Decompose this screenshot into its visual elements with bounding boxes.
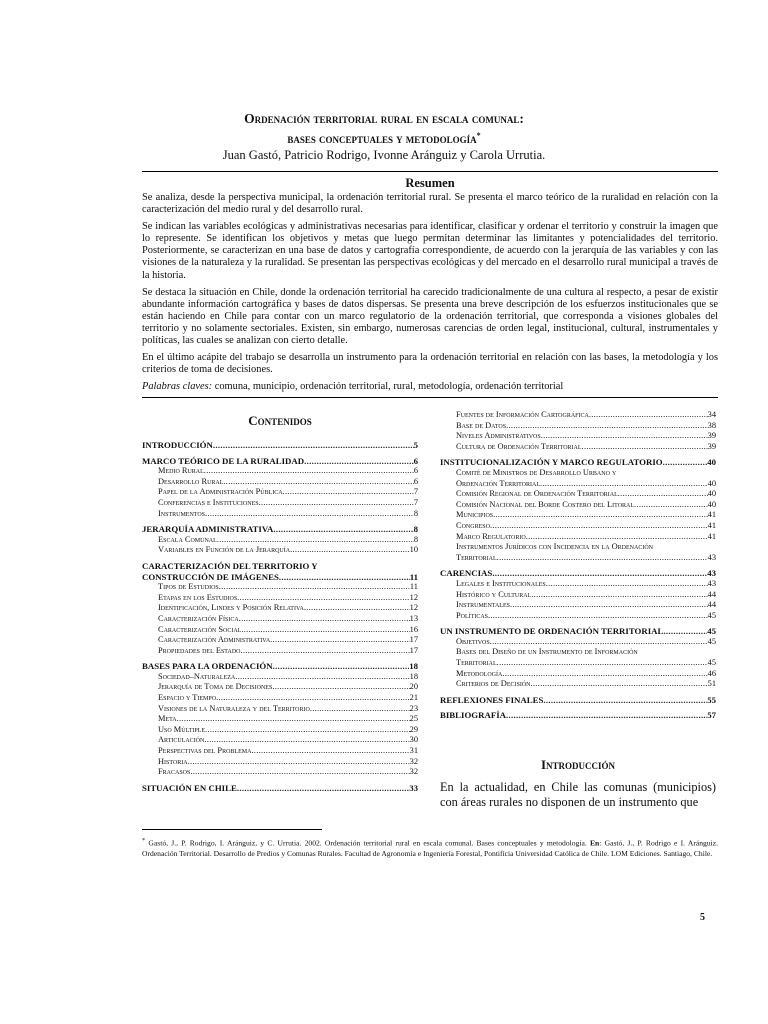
toc-entry-label: CARENCIAS	[440, 568, 493, 579]
toc-entry-label: Territorial	[456, 552, 497, 562]
toc-page-number: 46	[707, 668, 716, 678]
toc-entry	[440, 695, 716, 706]
toc-page-number: 34	[707, 410, 716, 419]
toc-page-number: 41	[707, 531, 716, 541]
toc-entry	[440, 568, 716, 579]
toc-page-number: 38	[707, 420, 716, 430]
toc-entry	[440, 669, 716, 680]
toc-entry-label: Legales e Institucionales	[456, 578, 546, 588]
toc-leader	[216, 693, 410, 704]
toc-right-column	[440, 410, 716, 721]
toc-leader	[270, 635, 409, 646]
toc-page-number: 29	[409, 724, 418, 734]
toc-entry	[142, 783, 418, 794]
toc-leader	[190, 767, 409, 778]
toc-entry	[440, 579, 716, 590]
toc-entry-label: Instrumentales	[456, 600, 510, 610]
toc-entry-label: Caracterización Física	[158, 613, 239, 623]
abstract	[142, 192, 718, 403]
toc-entry	[142, 535, 418, 546]
toc-page-number: 44	[707, 589, 716, 599]
toc-entry-label: Base de Datos	[456, 420, 507, 430]
toc-page-number: 45	[707, 636, 716, 646]
footnote-en-label: En	[589, 838, 600, 848]
toc-entry	[440, 600, 716, 611]
toc-entry-label: Territorial	[456, 658, 497, 668]
toc-entry-label: Histórico y Cultural	[456, 589, 532, 599]
toc-entry-label: Desarrollo Rural	[158, 476, 224, 486]
toc-entry	[142, 682, 418, 693]
toc-leader	[304, 603, 410, 614]
toc-entry-label: Comisión Nacional del Borde Costero del Litoral	[456, 499, 635, 509]
toc-entry	[142, 524, 418, 535]
toc-entry	[142, 767, 418, 778]
toc-page-number: 45	[707, 626, 716, 637]
toc-entry-label: Medio Rural	[158, 466, 204, 476]
toc-entry-label: Políticas	[456, 610, 488, 620]
toc-entry-label: Sociedad–Naturaleza	[158, 671, 236, 681]
toc-page-number: 40	[707, 489, 716, 499]
toc-leader	[217, 535, 414, 546]
toc-entry	[440, 479, 716, 490]
toc-entry	[440, 431, 716, 442]
toc-entry-label: BASES PARA LA ORDENACIÓN	[142, 661, 273, 672]
toc-page-number: 57	[707, 710, 716, 721]
abstract-paragraph: En el último acápite del trabajo se desarrolla un instrumento para la ordenación territorial en relación con las bases, la metodología y los criterios de toma de decisiones.	[142, 352, 718, 376]
toc-entry	[440, 442, 716, 453]
toc-page-number: 10	[409, 545, 418, 555]
toc-leader	[506, 421, 708, 432]
toc-entry-label: Historia	[158, 756, 188, 766]
toc-entry	[440, 637, 716, 648]
toc-entry-label: BIBLIOGRAFÍA	[440, 710, 506, 721]
toc-entry-label: INTRODUCCIÓN	[142, 440, 213, 450]
toc-leader	[290, 545, 410, 556]
toc-entry-label: SITUACIÓN EN CHILE	[142, 782, 237, 793]
toc-entry-label: REFLEXIONES FINALES	[440, 694, 544, 705]
toc-leader	[663, 457, 708, 468]
toc-entry	[142, 757, 418, 768]
title-line-2-text: bases conceptuales y metodología	[287, 132, 477, 147]
toc-entry-label: Escala Comunal	[158, 534, 217, 544]
toc-page-number: 43	[707, 552, 716, 562]
toc-entry-label: Municipios	[456, 510, 494, 520]
toc-page-number: 55	[707, 694, 716, 705]
footnote-text-before: Gastó, J., P. Rodrigo, I. Aránguiz, y C. Urrutia. 2002. Ordenación territorial rural en escala comunal. Bases conceptuales y metodología.	[148, 838, 587, 848]
introduccion-text: En la actualidad, en Chile las comunas (municipios) con áreas rurales no disponen de un instrumento que	[440, 780, 716, 809]
toc-entry	[142, 466, 418, 477]
toc-entry-label: Caracterización Social	[158, 624, 242, 634]
toc-entry	[142, 498, 418, 509]
toc-entry	[440, 611, 716, 622]
toc-page-number: 11	[409, 571, 418, 582]
toc-entry-label: Articulación	[158, 735, 205, 745]
toc-entry	[142, 704, 418, 715]
toc-page-number: 11	[409, 582, 418, 592]
toc-page-number: 13	[409, 613, 418, 623]
toc-leader	[177, 714, 410, 725]
toc-entry-label: Metodología	[456, 668, 503, 678]
toc-page-number: 23	[409, 703, 418, 713]
toc-leader	[506, 710, 707, 721]
toc-page-number: 43	[707, 578, 716, 588]
toc-page-number: 51	[707, 679, 716, 689]
toc-entry	[440, 457, 716, 468]
title-line-1: Ordenación territorial rural en escala comunal:	[244, 111, 524, 126]
toc-page-number: 31	[409, 746, 418, 756]
toc-entry	[142, 693, 418, 704]
abstract-paragraph: Se analiza, desde la perspectiva municipal, la ordenación territorial rural. Se presenta el marco teórico de la ruralidad en relación con la caracterización del medio rural y del desarrollo rural.	[142, 192, 718, 216]
toc-leader	[223, 477, 413, 488]
toc-page-number: 7	[413, 497, 418, 507]
toc-leader	[663, 626, 707, 637]
toc-leader	[488, 611, 708, 622]
toc-page-number: 21	[409, 693, 418, 703]
toc-entry-label: Visiones de la Naturaleza y del Territorio	[158, 703, 310, 713]
toc-leader	[502, 669, 707, 680]
toc-leader	[543, 695, 707, 706]
toc-leader	[541, 431, 708, 442]
toc-leader	[490, 521, 708, 532]
toc-entry-label: Uso Múltiple	[158, 724, 206, 734]
resumen-heading: Resumen	[142, 171, 718, 191]
toc-entry-label: CARACTERIZACIÓN DEL TERRITORIO Y	[142, 560, 318, 571]
contents-heading: Contenidos	[248, 413, 312, 428]
title-footnote-mark: *	[476, 131, 481, 140]
footnote-text-after: : Gastó, J., P. Rodrigo e I. Aránguiz. Ordenación Territorial. Desarrollo de Predios y Comunas Rurales. Facultad de Agronomía e Ingeniería Forestal, Pontificia Universidad Católica de Chile. LOM Ediciones. Santiago, Chile.	[142, 838, 718, 858]
toc-entry	[142, 582, 418, 593]
toc-entry	[440, 421, 716, 432]
toc-entry-label: Caracterización Administrativa	[158, 635, 271, 645]
toc-page-number: 17	[409, 645, 418, 655]
toc-entry	[440, 590, 716, 601]
toc-page-number: 18	[409, 671, 418, 681]
toc-left-column	[142, 440, 418, 793]
toc-entry	[142, 735, 418, 746]
toc-leader	[546, 579, 708, 590]
toc-leader	[204, 466, 414, 477]
toc-entry-label: Perspectivas del Problema	[158, 746, 252, 756]
toc-entry	[440, 532, 716, 543]
toc-page-number: 16	[409, 624, 418, 634]
authors: Juan Gastó, Patricio Rodrigo, Ivonne Aránguiz y Carola Urrutia.	[222, 148, 546, 162]
toc-leader	[204, 735, 409, 746]
toc-entry-label: Criterios de Decisión	[456, 679, 531, 689]
page-number: 5	[700, 912, 705, 923]
toc-page-number: 30	[409, 735, 418, 745]
toc-page-number: 5	[413, 440, 418, 450]
toc-leader	[235, 672, 409, 683]
toc-leader	[251, 746, 409, 757]
toc-page-number: 8	[413, 524, 418, 535]
toc-page-number: 41	[707, 520, 716, 530]
toc-entry-label: Ordenación Territorial	[456, 478, 540, 488]
toc-page-number: 8	[413, 508, 418, 518]
toc-entry	[142, 477, 418, 488]
toc-page-number: 45	[707, 658, 716, 668]
keywords	[142, 381, 718, 398]
toc-entry	[440, 553, 716, 564]
toc-page-number: 12	[409, 603, 418, 613]
toc-page-number: 40	[707, 499, 716, 509]
toc-leader	[492, 568, 707, 579]
keywords-text: comuna, municipio, ordenación territorial, rural, metodología, ordenación territorial	[214, 381, 564, 393]
toc-leader	[240, 646, 409, 657]
toc-entry-label: Etapas en los Estudios	[158, 592, 238, 602]
toc-entry	[142, 440, 418, 451]
toc-leader	[205, 725, 410, 736]
toc-page-number: 17	[409, 635, 418, 645]
toc-entry	[142, 672, 418, 683]
toc-page-number: 39	[707, 431, 716, 441]
toc-leader	[237, 783, 409, 794]
toc-entry	[142, 646, 418, 657]
toc-entry-label: Identificación, Lindes y Posición Relativa	[158, 603, 304, 613]
footnote	[142, 836, 718, 859]
footnote-mark: *	[142, 837, 146, 844]
toc-page-number: 8	[413, 534, 418, 544]
toc-entry-label: Conferencias e Instituciones	[158, 497, 259, 507]
toc-page-number: 25	[409, 714, 418, 724]
toc-entry	[142, 603, 418, 614]
toc-entry-label: Variables en Función de la Jerarquía	[158, 545, 291, 555]
toc-entry-label: INSTITUCIONALIZACIÓN Y MARCO REGULATORIO	[440, 457, 663, 468]
toc-leader	[273, 524, 413, 535]
toc-leader	[188, 757, 410, 768]
toc-page-number: 7	[413, 487, 418, 497]
toc-page-number: 6	[413, 466, 418, 476]
toc-entry-label: Bases del Diseño de un Instrumento de Información	[456, 647, 638, 657]
toc-leader	[510, 600, 708, 611]
toc-entry	[142, 714, 418, 725]
toc-leader	[582, 442, 708, 453]
toc-page-number: 32	[409, 756, 418, 766]
toc-leader	[304, 456, 413, 467]
toc-entry	[142, 593, 418, 604]
article-title	[0, 110, 768, 148]
toc-leader	[259, 498, 414, 509]
toc-leader	[634, 500, 708, 511]
toc-entry	[142, 661, 418, 672]
toc-entry	[440, 521, 716, 532]
toc-entry-label: Cultura de Ordenación Territorial	[456, 441, 582, 451]
toc-leader	[237, 593, 409, 604]
abstract-paragraph: Se indican las variables ecológicas y administrativas necesarias para identificar, clasificar y ordenar el territorio y construir la imagen que lo represente. Se identifican los objetivos y metas que luego permitan determinar las limitantes y potencialidades del territorio. Posteriormente, se caracterizan en una base de datos y cartografía correspondiente, de acuerdo con la jerarquía de las variables y con las visiones de la naturaleza y la ruralidad. Se presentan las perspectivas ecológicas y del mercado en el desarrollo rural municipal a través de la historia.	[142, 221, 718, 281]
toc-entry-label: Instrumentos Jurídicos con Incidencia en la Ordenación	[456, 542, 654, 552]
toc-leader	[272, 682, 409, 693]
toc-entry	[440, 626, 716, 637]
keywords-label: Palabras claves:	[142, 381, 213, 393]
toc-leader	[493, 510, 708, 521]
toc-leader	[540, 479, 708, 490]
title-line-2	[0, 127, 768, 148]
toc-page-number: 33	[409, 782, 418, 793]
toc-entry-label: Objetivos	[456, 636, 490, 646]
toc-leader	[531, 679, 708, 690]
toc-entry-label: Marco Regulatorio	[456, 531, 526, 541]
toc-leader	[310, 704, 410, 715]
toc-entry-label: Jerarquía de Toma de Decisiones	[158, 682, 273, 692]
toc-page-number: 18	[409, 661, 418, 672]
toc-entry	[142, 572, 418, 583]
toc-leader	[618, 489, 708, 500]
toc-entry-label: Tipos de Estudios	[158, 582, 219, 592]
toc-entry	[440, 658, 716, 669]
toc-entry-label: Espacio y Tiempo	[158, 693, 217, 703]
toc-entry	[142, 625, 418, 636]
toc-entry	[142, 545, 418, 556]
toc-page-number: 44	[707, 600, 716, 610]
toc-entry	[142, 456, 418, 467]
toc-entry-label: Meta	[158, 714, 177, 724]
toc-leader	[213, 440, 414, 451]
abstract-paragraph: Se destaca la situación en Chile, donde la ordenación territorial ha carecido tradicionalmente de una cultura al respecto, a pesar de existir abundante información cartográfica y bases de datos dispersas. Se presenta una breve descripción de los esfuerzos institucionales que se están haciendo en Chile para contar con un marco regulatorio de la ordenación territorial, que corresponda a visiones globales del territorio y no solamente sectoriales. Existen, sin embargo, numerosas carencias de orden legal, institucional, cultural, instrumentales y políticas, las cuales se analizan con cierto detalle.	[142, 286, 718, 347]
toc-entry	[142, 725, 418, 736]
toc-entry	[440, 710, 716, 721]
toc-page-number: 6	[413, 476, 418, 486]
toc-entry-label: MARCO TEÓRICO DE LA RURALIDAD	[142, 455, 305, 466]
toc-page-number: 6	[413, 455, 418, 466]
toc-leader	[241, 625, 409, 636]
toc-leader	[279, 572, 410, 583]
toc-page-number: 39	[707, 441, 716, 451]
toc-leader	[273, 661, 410, 672]
toc-entry-label: UN INSTRUMENTO DE ORDENACIÓN TERRITORIAL	[440, 626, 664, 637]
toc-entry-label: Instrumentos	[158, 508, 206, 518]
toc-page-number: 12	[409, 592, 418, 602]
toc-entry-label: Niveles Administrativos	[456, 431, 541, 441]
toc-leader	[490, 637, 708, 648]
toc-page-number: 43	[707, 568, 716, 579]
toc-entry-label: Fracasos	[158, 767, 191, 777]
toc-entry-label: Propiedades del Estado	[158, 645, 241, 655]
toc-entry	[440, 510, 716, 521]
toc-entry	[142, 509, 418, 520]
toc-entry	[142, 746, 418, 757]
toc-page-number: 32	[409, 767, 418, 777]
toc-entry-label: JERARQUÍA ADMINISTRATIVA	[142, 524, 274, 535]
toc-entry	[440, 500, 716, 511]
toc-leader	[497, 658, 708, 669]
toc-entry	[440, 489, 716, 500]
introduccion-heading: Introducción	[540, 757, 616, 772]
toc-entry-label: Papel de la Administración Pública	[158, 487, 283, 497]
toc-page-number: 41	[707, 510, 716, 520]
toc-leader	[205, 509, 414, 520]
toc-leader	[219, 582, 410, 593]
toc-page-number: 20	[409, 682, 418, 692]
toc-page-number: 40	[707, 478, 716, 488]
toc-leader	[589, 410, 708, 421]
footnote-rule	[142, 829, 322, 830]
toc-entry-label: Comité de Ministros de Desarrollo Urbano y	[456, 467, 617, 477]
toc-entry-label: CONSTRUCCIÓN DE IMÁGENES	[142, 571, 279, 582]
toc-entry-label: Comisión Regional de Ordenación Territorial	[456, 489, 618, 499]
toc-entry	[142, 614, 418, 625]
toc-leader	[526, 532, 708, 543]
toc-leader	[497, 553, 708, 564]
toc-leader	[283, 487, 414, 498]
toc-page-number: 45	[707, 610, 716, 620]
toc-leader	[239, 614, 410, 625]
toc-entry	[142, 635, 418, 646]
toc-entry	[440, 410, 716, 421]
toc-entry	[142, 487, 418, 498]
toc-page-number: 40	[707, 457, 716, 468]
toc-leader	[531, 590, 707, 601]
toc-entry-label: Fuentes de Información Cartográfica	[456, 410, 589, 419]
toc-entry-label: Congreso	[456, 520, 490, 530]
toc-entry	[440, 679, 716, 690]
